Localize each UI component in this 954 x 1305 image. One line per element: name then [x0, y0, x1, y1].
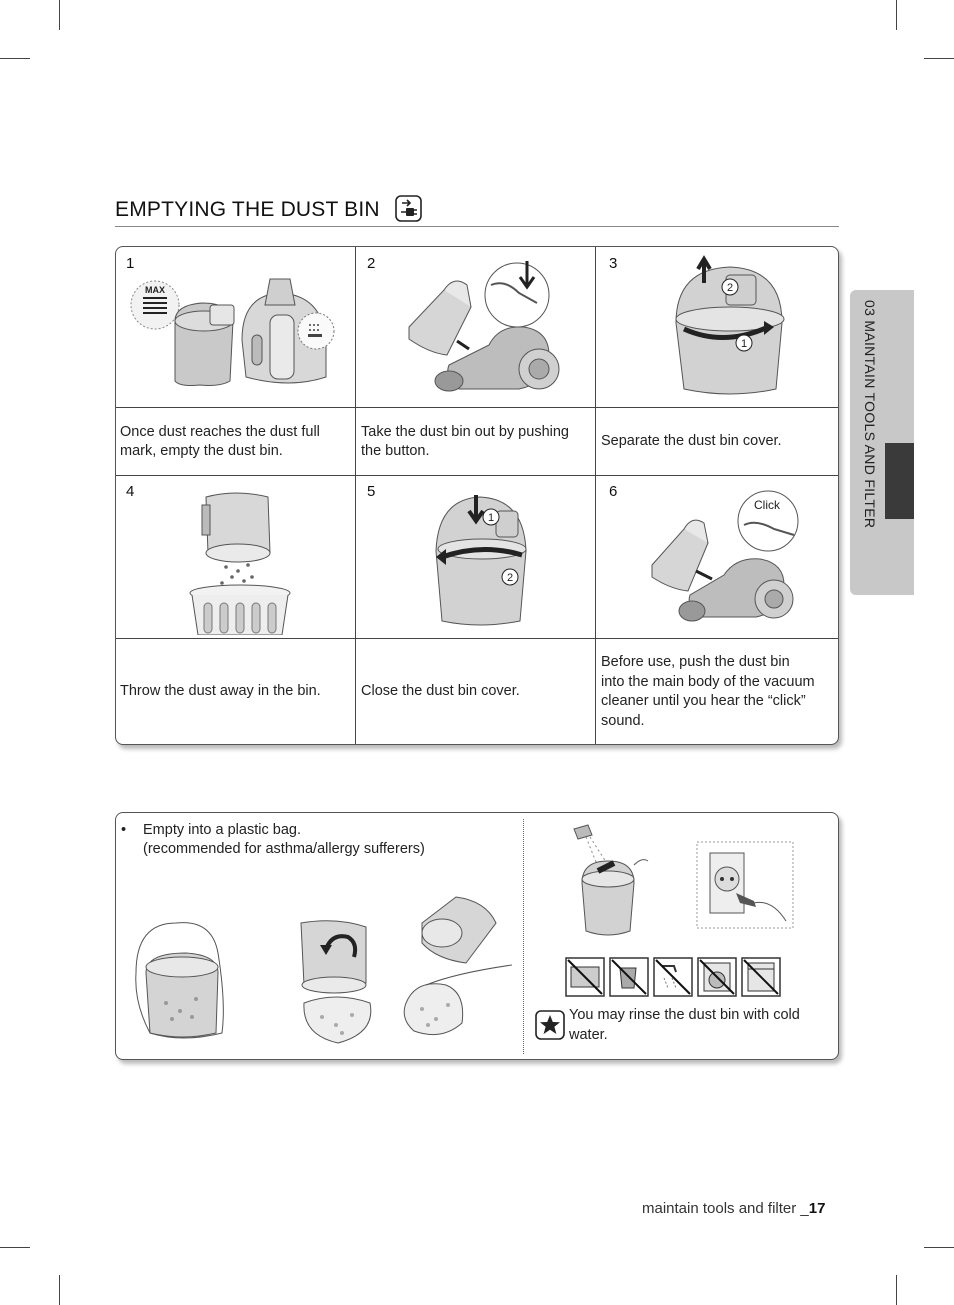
step-2-illustration	[399, 255, 579, 403]
step-caption: Once dust reaches the dust full mark, empty the dust bin.	[120, 423, 320, 459]
page-number: 17	[808, 1200, 826, 1217]
crop-mark	[924, 58, 954, 59]
crop-mark	[0, 58, 30, 59]
plastic-bag-illustration	[126, 893, 516, 1053]
step-number: 6	[609, 483, 618, 500]
page-footer	[642, 1200, 825, 1217]
divider	[523, 819, 524, 1054]
svg-text:2: 2	[506, 572, 514, 584]
section-title: EMPTYING THE DUST BIN	[115, 198, 380, 221]
step-caption: Before use, push the dust bin into the main body of the vacuum cleaner until you hear the “click” sound.	[601, 654, 815, 729]
no-hot-water-icon	[654, 958, 692, 996]
steps-table	[115, 246, 839, 745]
plug-icon	[395, 195, 422, 222]
warning-icons	[564, 956, 786, 998]
step-1-illustration	[130, 265, 350, 405]
tip-bullet: •	[121, 822, 127, 838]
step-caption: Separate the dust bin cover.	[601, 433, 782, 450]
no-dryer-icon	[610, 958, 648, 996]
step-caption: Throw the dust away in the bin.	[120, 683, 321, 700]
step-number: 1	[126, 255, 135, 272]
step-6-illustration	[646, 485, 826, 635]
chapter-tab-marker	[885, 443, 914, 519]
step-number: 3	[609, 255, 618, 272]
crop-mark	[924, 1247, 954, 1248]
no-washing-machine-icon	[698, 958, 736, 996]
step-3-illustration	[664, 255, 814, 401]
crop-mark	[0, 1247, 30, 1248]
tip-line-1: Empty into a plastic bag.	[143, 822, 301, 838]
crop-mark	[896, 1275, 897, 1305]
footer-text: maintain tools and filter _	[642, 1200, 809, 1217]
rinse-note: You may rinse the dust bin with cold water.	[569, 1007, 800, 1043]
step-caption: Close the dust bin cover.	[361, 683, 520, 700]
crop-mark	[59, 1275, 60, 1305]
no-microwave-icon	[566, 958, 604, 996]
section-header	[115, 192, 839, 227]
svg-text:2: 2	[726, 282, 734, 294]
chapter-tab-label: 03 MAINTAIN TOOLS AND FILTER	[862, 300, 878, 529]
rinse-illustration	[568, 817, 654, 945]
max-mark-label: MAX	[145, 285, 165, 295]
unplug-illustration	[696, 841, 794, 929]
svg-text:1: 1	[487, 512, 495, 524]
click-label: Click	[754, 498, 780, 512]
tip-line-2: (recommended for asthma/allergy sufferers)	[143, 841, 425, 857]
step-number: 4	[126, 483, 135, 500]
no-dishwasher-icon	[742, 958, 780, 996]
crop-mark	[896, 0, 897, 30]
step-4-illustration	[186, 489, 296, 635]
step-number: 2	[367, 255, 376, 272]
step-5-illustration	[428, 491, 538, 631]
tip-box	[115, 812, 839, 1060]
step-caption: Take the dust bin out by pushing the button.	[361, 423, 569, 459]
star-note-icon	[535, 1010, 565, 1040]
step-number: 5	[367, 483, 376, 500]
svg-text:1: 1	[740, 338, 748, 350]
crop-mark	[59, 0, 60, 30]
